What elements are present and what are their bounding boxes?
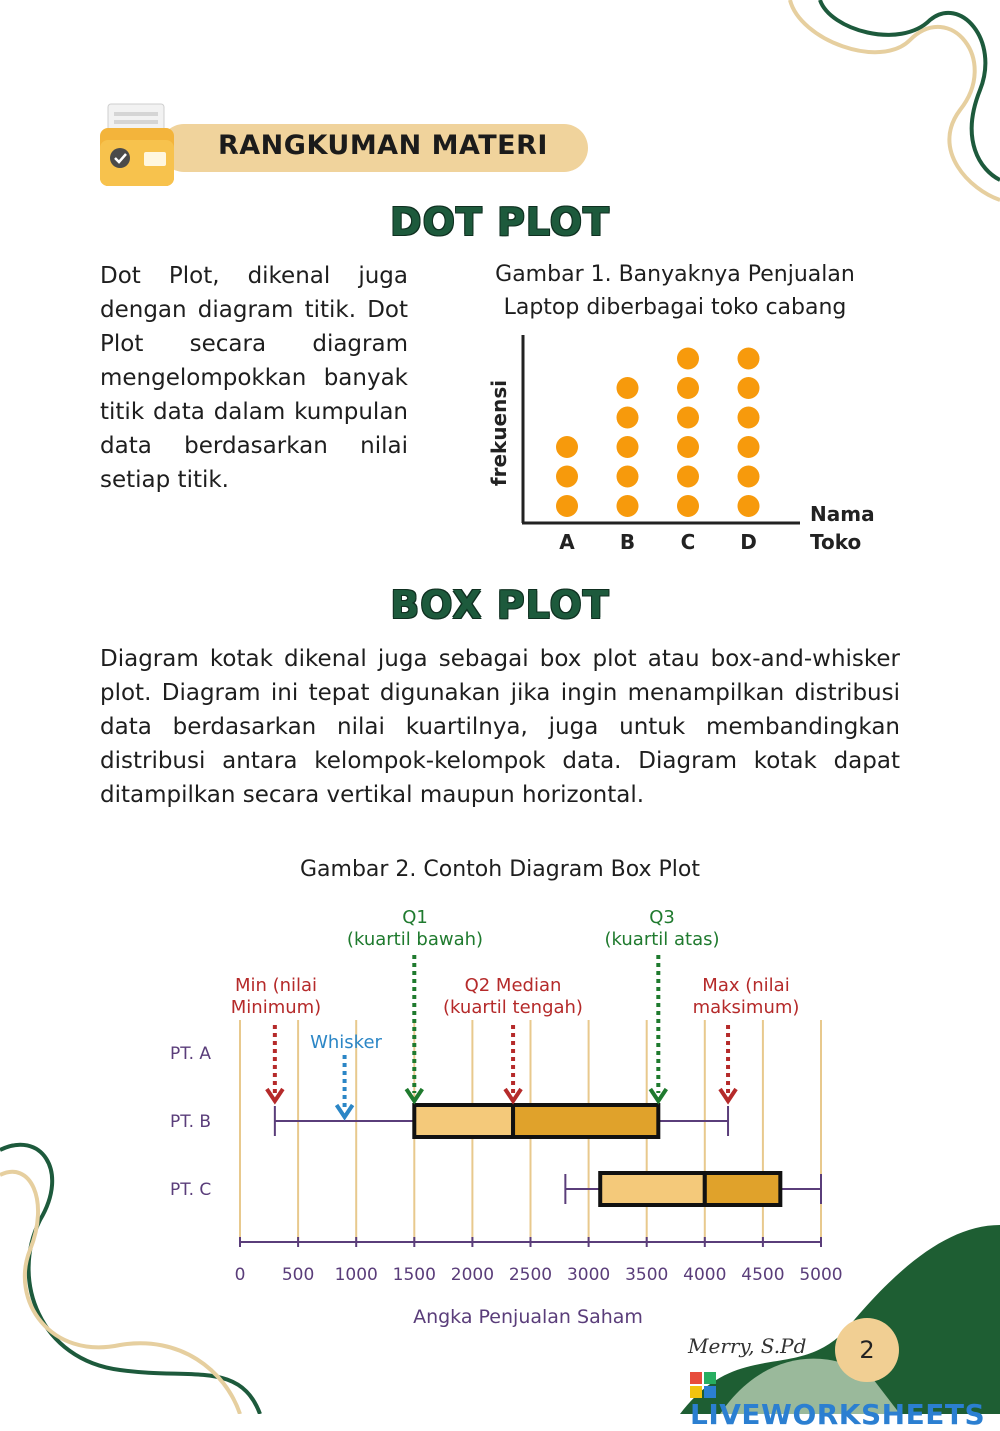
q1-sublabel: (kuartil bawah) [346,929,484,950]
dot-B-2 [617,466,639,488]
dot-C-4 [677,407,699,429]
liveworksheets-logo [690,1372,1000,1431]
row-label-2: PT. B [170,1112,212,1132]
dot-plot-category-A: A [559,530,575,554]
box-lower-2 [414,1105,513,1137]
footer-author: Merry, S.Pd [688,1334,807,1358]
dot-B-4 [617,407,639,429]
tick-label-4500: 4500 [741,1265,785,1285]
liveworksheets-icon [690,1372,716,1398]
dot-A-3 [556,436,578,458]
row-label-1: PT. A [170,1044,212,1064]
dot-plot-chart [470,325,890,565]
tick-label-4000: 4000 [683,1265,727,1285]
dot-plot-category-D: D [740,530,757,554]
q3-sublabel: (kuartil atas) [604,929,720,950]
dot-plot-ylabel: frekuensi [487,379,511,487]
tick-label-1000: 1000 [334,1265,378,1285]
whisker-arrow [337,1055,353,1117]
box-plot-description: Diagram kotak dikenal juga sebagai box plot atau box-and-whisker plot. Diagram ini tepat digunakan jika ingin menampilkan distribusi data berdasarkan nilai kuartilnya, juga untuk membandingkan distribusi antara kelompok-kelompok data. Diagram kotak dapat ditampilkan secara vertikal maupun horizontal. [100,646,900,808]
dot-plot-category-C: C [680,530,696,554]
liveworksheets-brand: LIVEWORKSHEETS [690,1398,986,1431]
dot-plot-title: DOT PLOT [390,200,610,244]
dot-D-6 [738,348,760,370]
page-number: 2 [835,1318,899,1382]
tick-label-2000: 2000 [450,1265,495,1285]
whisker-label: Whisker [310,1032,382,1053]
dot-plot-xlabel-line2: Toko [810,530,862,554]
dot-C-3 [677,436,699,458]
dot-C-2 [677,466,699,488]
dot-D-1 [738,495,760,517]
median-label: Q2 Median [464,975,562,996]
header-banner [100,100,590,190]
box-lower-3 [600,1173,705,1205]
folder-icon [100,100,180,190]
tick-label-3000: 3000 [566,1265,611,1285]
dot-D-2 [738,466,760,488]
decor-top-right [760,0,1000,230]
dot-C-1 [677,495,699,517]
tick-label-2500: 2500 [508,1265,553,1285]
dot-B-3 [617,436,639,458]
dot-plot-category-B: B [619,530,636,554]
dot-C-6 [677,348,699,370]
tick-label-1500: 1500 [392,1265,436,1285]
dot-B-5 [617,377,639,399]
row-label-3: PT. C [170,1180,212,1200]
header-title: RANGKUMAN MATERI [218,130,548,161]
min-arrow [267,1025,283,1101]
min-sublabel: Minimum) [230,997,322,1018]
dot-D-3 [738,436,760,458]
box-upper-2 [513,1105,658,1137]
tick-label-0: 0 [234,1265,246,1285]
median-sublabel: (kuartil tengah) [443,997,583,1018]
dot-plot-caption: Gambar 1. Banyaknya Penjualan Laptop diberbagai toko cabang [495,262,855,320]
dot-A-1 [556,495,578,517]
dot-D-5 [738,377,760,399]
max-arrow [720,1025,736,1101]
dot-plot-description: Dot Plot, dikenal juga dengan diagram titik. Dot Plot secara diagram mengelompokkan banyak titik data dalam kumpulan data berdasarkan nilai setiap titik. [100,263,408,493]
dot-D-4 [738,407,760,429]
q1-label: Q1 [402,907,428,928]
box-upper-3 [705,1173,781,1205]
dot-C-5 [677,377,699,399]
q3-arrow [650,955,666,1101]
tick-label-500: 500 [281,1265,315,1285]
box-plot-caption: Gambar 2. Contoh Diagram Box Plot [299,857,701,882]
dot-B-1 [617,495,639,517]
min-label: Min (nilai [234,975,318,996]
box-plot-title: BOX PLOT [390,583,610,627]
box-plot-chart [150,895,870,1345]
median-arrow [505,1025,521,1101]
dot-plot-xlabel-line1: Nama [810,502,875,526]
max-label: Max (nilai [702,975,790,996]
box-plot-xlabel: Angka Penjualan Saham [413,1306,643,1328]
dot-A-2 [556,466,578,488]
q3-label: Q3 [649,907,675,928]
max-sublabel: maksimum) [692,997,800,1018]
tick-label-3500: 3500 [625,1265,669,1285]
tick-label-5000: 5000 [799,1265,843,1285]
